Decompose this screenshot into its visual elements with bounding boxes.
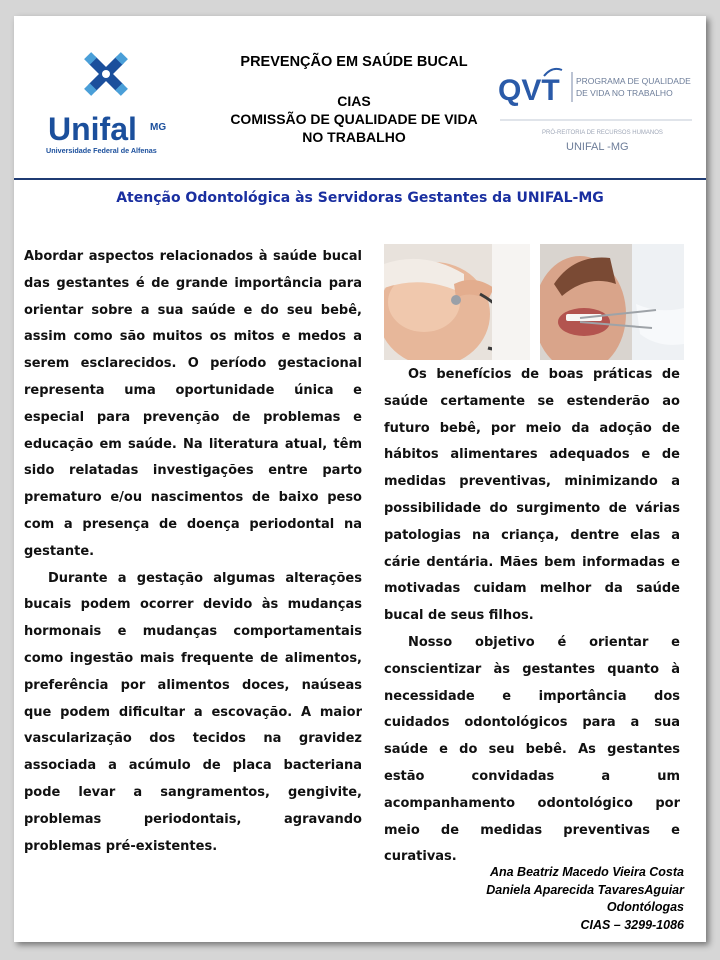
qvt-text-line2: DE VIDA NO TRABALHO: [576, 88, 673, 98]
header-divider: [14, 178, 706, 180]
right-column: [384, 362, 680, 871]
unifal-brand: Unifal: [48, 111, 137, 147]
left-paragraph-2: Durante a gestação algumas alterações bucais podem ocorrer devido às mudanças hormonais e mudanças comportamentais como ingestão mais frequente de alimentos, preferência por alimentos doces, naúseas que podem dificultar a escovação. A maior vascularização dos tecidos na gravidez associada a acúmulo de placa bacteriana pode levar a sangramentos, gengivite, problemas periodontais, agravando problemas pré-existentes.: [24, 570, 362, 854]
header-subtitle: [194, 92, 514, 146]
header-line-commission: COMISSÃO DE QUALIDADE DE VIDA: [230, 111, 478, 127]
signature-name-1: Ana Beatriz Macedo Vieira Costa: [489, 865, 684, 879]
qvt-text-line1: PROGRAMA DE QUALIDADE: [576, 76, 691, 86]
unifal-tagline: Universidade Federal de Alfenas: [46, 146, 157, 155]
unifal-logo: [42, 46, 172, 158]
header-line-cias: CIAS: [337, 93, 371, 109]
qvt-brand: QVT: [498, 74, 560, 107]
signature-role: Odontólogas: [606, 900, 684, 914]
qvt-org: UNIFAL -MG: [566, 141, 629, 153]
right-paragraph-1: Os benefícios de boas práticas de saúde certamente se estenderão ao futuro bebê, por meio da adoção de hábitos alimentares adequados e de medidas preventivas, minimizando a possibilidade do surgimento de várias patologias na criança, dentre elas a cárie dentária. Mães bem informadas e motivadas cuidam melhor da saúde bucal de seus filhos.: [384, 367, 680, 624]
unifal-brand-suffix: MG: [150, 122, 167, 133]
signature-contact: CIAS – 3299-1086: [580, 917, 684, 932]
signature-name-2: Daniela Aparecida TavaresAguiar: [486, 882, 684, 897]
pregnancy-photo: [384, 244, 530, 360]
left-paragraph-1: Abordar aspectos relacionados à saúde bucal das gestantes é de grande importância para orientar sobre a sua saúde e do seu bebê, assim como são muitos os mitos e medos a serem esclarecidos. O período gestacional representa uma oportunidade única e especial para prevenção de problemas e educação em saúde. Na literatura atual, têm sido relatadas investigações entre parto prematuro e/ou nascimentos de baixo peso com a presença de doença periodontal na gestante.: [24, 249, 362, 559]
dental-exam-photo: [540, 244, 684, 360]
headline: Atenção Odontológica às Servidoras Gestantes da UNIFAL-MG: [116, 190, 604, 206]
header: [14, 16, 706, 178]
left-column: [24, 244, 362, 860]
header-title: PREVENÇÃO EM SAÚDE BUCAL: [240, 54, 468, 70]
qvt-small-line: PRÓ-REITORIA DE RECURSOS HUMANOS: [542, 130, 663, 136]
header-line-work: NO TRABALHO: [302, 129, 406, 145]
qvt-logo: [496, 62, 696, 162]
signature-block: [384, 864, 684, 934]
right-paragraph-2: Nosso objetivo é orientar e conscientizar às gestantes quanto à necessidade e importância dos cuidados odontológicos para a sua saúde e do seu bebê. As gestantes estão convidadas a um acompanhamento odontológico por meio de medidas preventivas e curativas.: [384, 634, 680, 865]
flyer-page: [14, 16, 706, 942]
